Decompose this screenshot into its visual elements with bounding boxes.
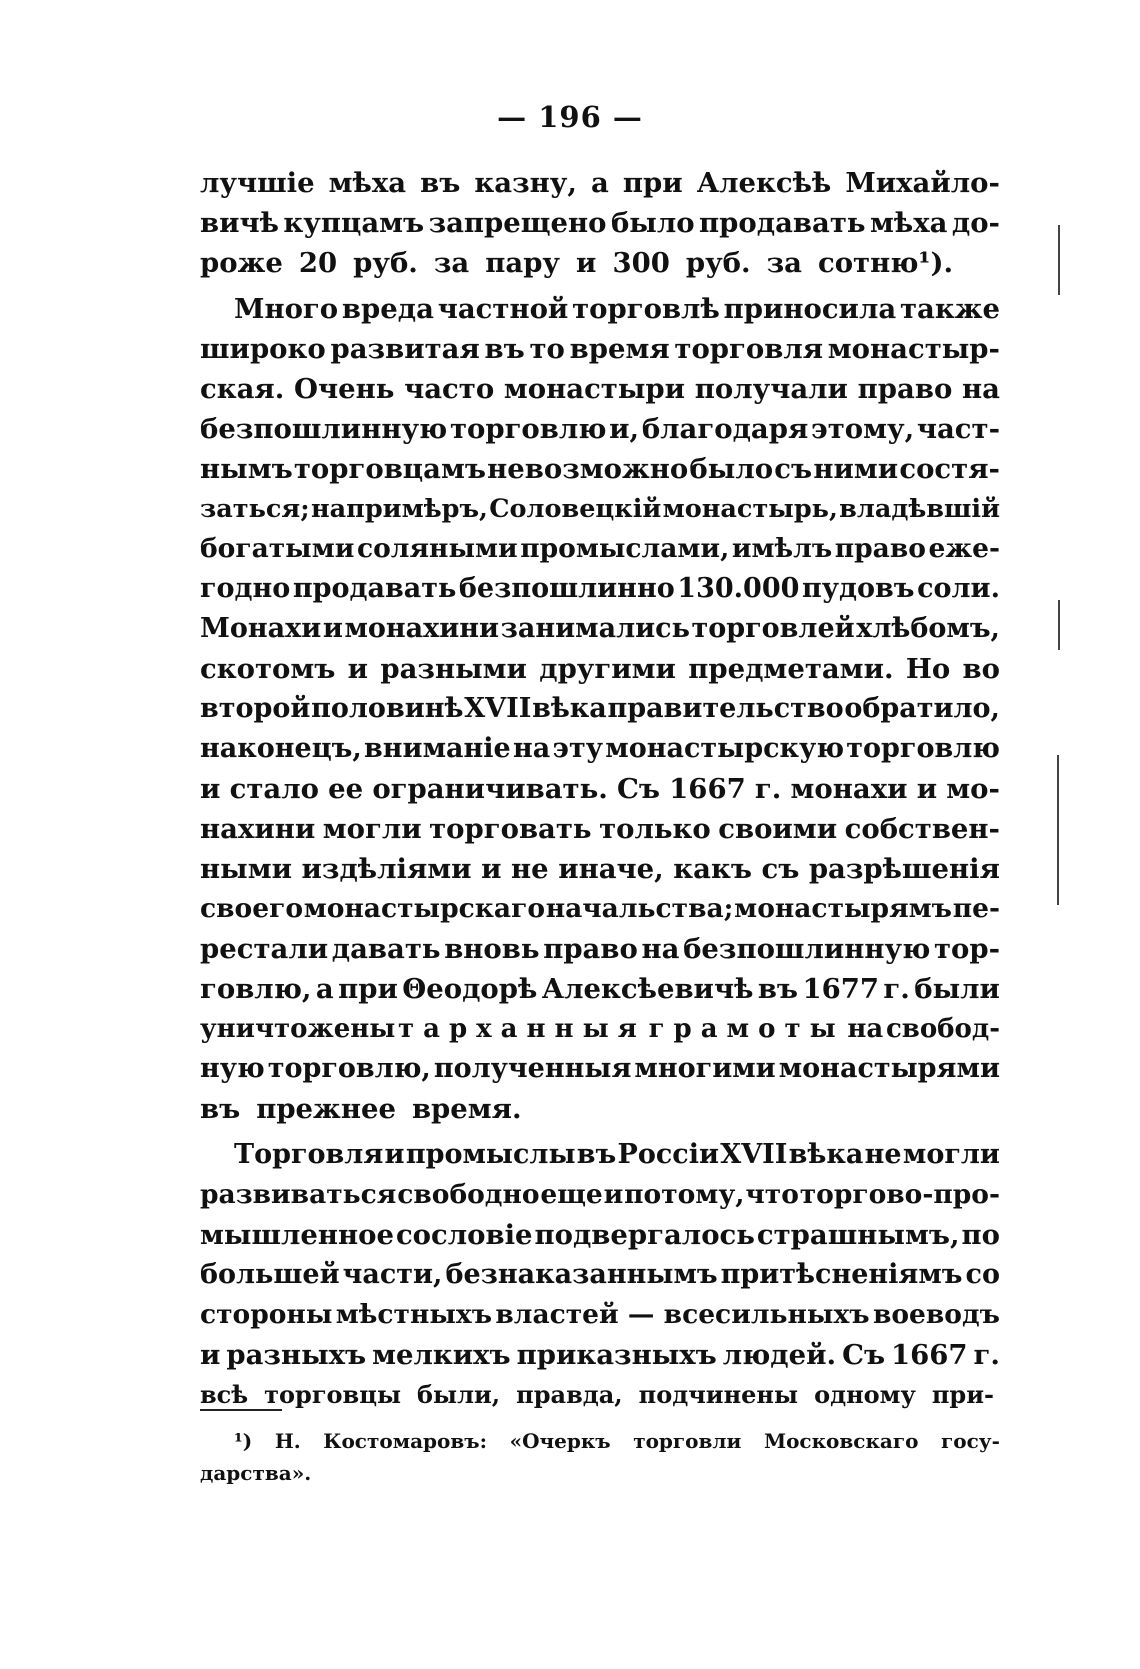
word: торговля: [674, 333, 824, 365]
word: безпошлинную: [683, 933, 931, 965]
word: промыслами,: [520, 533, 730, 564]
word: не: [864, 1139, 902, 1170]
word: было: [689, 453, 774, 485]
word: руб.: [685, 247, 751, 279]
text-line: [200, 689, 1000, 729]
scan-mark: [1058, 225, 1060, 295]
word: состя-: [899, 453, 1000, 485]
word: полученныя: [433, 1053, 632, 1084]
word: и: [603, 1179, 624, 1210]
word: ее: [328, 773, 364, 805]
word: въ: [200, 1093, 241, 1125]
word: г.: [883, 973, 910, 1005]
word: 1667: [891, 1339, 968, 1371]
word: начальства;: [545, 893, 734, 924]
word: безпошлинно: [458, 573, 675, 604]
word: развитая: [330, 333, 480, 365]
word: подчинены: [638, 1380, 799, 1409]
text-line: [200, 569, 1000, 609]
footnote-word: ¹): [234, 1429, 253, 1453]
word: заться;: [200, 494, 310, 524]
word: пару: [485, 247, 561, 279]
word: г.: [754, 773, 782, 805]
word: а: [315, 973, 334, 1005]
word: и: [322, 613, 343, 644]
word: ская.: [200, 373, 285, 405]
word: было: [610, 207, 695, 239]
word: пе-: [952, 893, 1000, 924]
word: роже: [200, 247, 283, 279]
word: сословіе: [395, 1219, 533, 1251]
word: мелкихъ: [372, 1339, 511, 1371]
word: большей: [200, 1259, 340, 1290]
word: со: [965, 1259, 1000, 1290]
word: владѣвшій: [839, 494, 1000, 524]
text-line: [200, 1295, 1000, 1335]
word: казну,: [474, 167, 577, 199]
footnote-word: дарства».: [200, 1461, 312, 1485]
word: свободно: [397, 1179, 540, 1210]
text-line: [200, 409, 1000, 449]
word: приносила: [723, 293, 897, 325]
word: развиваться: [200, 1179, 397, 1210]
word: на: [847, 1014, 884, 1044]
word: Соловецкій: [489, 494, 662, 524]
word: по: [961, 1219, 1000, 1251]
text-line: [200, 203, 1000, 243]
word: вниманіе: [364, 733, 511, 764]
footnote-word: «Очеркъ: [509, 1429, 611, 1453]
word: съ: [761, 853, 800, 885]
text-line: [200, 1009, 1000, 1049]
footnote-line: [200, 1457, 1000, 1489]
word: монастыр-: [827, 333, 1000, 365]
word: при: [338, 973, 398, 1005]
word: монастырскую: [605, 733, 845, 764]
word: торговать: [429, 813, 592, 845]
word: монастырямъ: [734, 893, 953, 924]
word: иначе,: [558, 853, 664, 885]
word: ограничивать.: [372, 773, 608, 805]
text-line: [200, 1215, 1000, 1255]
footnote-divider: [200, 1409, 282, 1411]
word: не: [511, 853, 549, 885]
word: могли: [902, 1139, 1000, 1170]
word: второй: [200, 693, 311, 724]
word: частной: [437, 293, 569, 325]
word: людей.: [722, 1339, 837, 1371]
word: другими: [539, 653, 676, 685]
word: торговлѣ: [572, 293, 720, 325]
text-line: [200, 163, 1000, 203]
word: вѣка: [788, 1139, 864, 1170]
word: Торговля: [234, 1139, 384, 1170]
word: уничтожены: [200, 1014, 396, 1044]
text-line: [200, 243, 1000, 283]
word: богатыми: [200, 533, 355, 564]
word: XVII: [720, 1139, 788, 1170]
text-line: [200, 1135, 1000, 1175]
word: а: [591, 167, 609, 199]
word: страшнымъ,: [756, 1219, 960, 1251]
word: 300: [612, 247, 670, 279]
word: занимались: [500, 613, 690, 644]
word: давать: [331, 933, 441, 965]
word: ными: [200, 853, 292, 885]
word: приказныхъ: [516, 1339, 717, 1371]
word: г.: [973, 1339, 1000, 1371]
word: 20: [298, 247, 338, 279]
text-line: [200, 489, 1000, 529]
word: грамоты: [648, 1014, 845, 1044]
word: скотомъ: [200, 653, 336, 685]
word: нахини: [200, 813, 316, 845]
word: потому,: [624, 1179, 745, 1210]
word: разрѣшенія: [808, 853, 1000, 885]
word: благодаря: [641, 413, 809, 445]
word: и: [384, 1139, 405, 1170]
word: годно: [200, 573, 291, 604]
text-line: [200, 969, 1000, 1009]
word: также: [899, 293, 1000, 325]
text-line: [200, 369, 1000, 409]
word: за: [766, 247, 802, 279]
word: правда,: [516, 1380, 623, 1409]
word: мѣстныхъ: [335, 1299, 493, 1330]
word: монастырскаго: [303, 893, 545, 924]
word: право: [543, 933, 638, 965]
word: мо-: [946, 773, 1000, 805]
word: 1667: [669, 773, 746, 805]
word: торгово-про-: [799, 1179, 1000, 1210]
word: притѣсненіямъ: [720, 1259, 963, 1290]
text-line: [200, 289, 1000, 329]
word: тор-: [933, 933, 1000, 965]
word: нымъ: [200, 453, 293, 485]
footnote-word: Костомаровъ:: [323, 1429, 487, 1453]
word: напримѣръ,: [310, 494, 488, 524]
word: торговлю: [449, 413, 607, 445]
word: и: [481, 853, 502, 885]
word: части,: [342, 1259, 443, 1290]
word: время.: [411, 1093, 522, 1125]
word: еще: [540, 1179, 603, 1210]
footnote-word: госу-: [941, 1429, 1000, 1453]
word: Очень: [294, 373, 395, 405]
word: и: [200, 773, 221, 805]
word: разныхъ: [226, 1339, 367, 1371]
word: половинѣ: [311, 693, 464, 724]
word: стороны: [200, 1299, 333, 1330]
word: продавать: [292, 573, 457, 604]
text-line: [200, 1335, 1000, 1375]
word: продавать: [699, 207, 866, 239]
word: Съ: [617, 773, 660, 805]
footnote-line: [200, 1425, 1000, 1457]
text-line: [200, 449, 1000, 489]
word: издѣліями: [301, 853, 472, 885]
word: 130.000: [677, 573, 800, 604]
text-line: [200, 729, 1000, 769]
word: сотню¹).: [817, 247, 954, 279]
word: торговлей: [691, 613, 855, 644]
word: широко: [200, 333, 326, 365]
text-line: [200, 809, 1000, 849]
word: право: [857, 373, 953, 405]
word: промыслы: [405, 1139, 576, 1170]
word: какъ: [673, 853, 752, 885]
word: съ: [774, 453, 813, 485]
word: невозможно: [487, 453, 689, 485]
word: въ: [420, 167, 461, 199]
text-line: [200, 929, 1000, 969]
word: въ: [576, 1139, 617, 1170]
word: част-: [916, 413, 1000, 445]
text-line: [200, 609, 1000, 649]
footnote-word: торговли: [633, 1429, 742, 1453]
text-line: [200, 889, 1000, 929]
word: Но: [905, 653, 951, 685]
word: торговлю: [846, 733, 1000, 764]
word: наконецъ,: [200, 733, 362, 764]
word: безпошлинную: [200, 413, 448, 445]
word: монастырями: [778, 1053, 1000, 1084]
word: рестали: [200, 933, 329, 965]
word: воеводъ: [872, 1299, 1000, 1330]
word: свобод-: [885, 1014, 1000, 1044]
word: были,: [417, 1380, 501, 1409]
word: и: [200, 1339, 221, 1371]
text-line: [200, 1375, 1000, 1415]
word: Алексѣевичѣ: [541, 973, 754, 1005]
word: вновь: [444, 933, 540, 965]
word: соли.: [917, 573, 1000, 604]
word: во: [962, 653, 1000, 685]
word: собствен-: [844, 813, 1000, 845]
word: при: [622, 167, 683, 199]
word: еже-: [928, 533, 1000, 564]
word: торговцамъ: [293, 453, 486, 485]
word: Много: [234, 293, 339, 325]
word: говлю,: [200, 973, 312, 1005]
word: пудовъ: [801, 573, 915, 604]
word: Алексѣѣ: [696, 167, 832, 199]
word: Θеодорѣ: [402, 973, 538, 1005]
text-line: [200, 769, 1000, 809]
word: Россіи: [617, 1139, 719, 1170]
word: на: [962, 373, 1000, 405]
word: эту: [552, 733, 603, 764]
word: вреда: [341, 293, 434, 325]
word: мѣха: [328, 167, 407, 199]
word: монахини: [344, 613, 500, 644]
word: часто: [404, 373, 495, 405]
text-line: [200, 1255, 1000, 1295]
main-text: [200, 163, 1000, 1415]
word: время: [569, 333, 670, 365]
word: запрещено: [428, 207, 607, 239]
word: были: [914, 973, 1000, 1005]
word: правительство: [607, 693, 844, 724]
word: на: [513, 733, 551, 764]
word: при-: [931, 1380, 994, 1409]
word: своего: [200, 893, 303, 924]
footnote-word: Н.: [274, 1429, 301, 1453]
text-line: [200, 649, 1000, 689]
word: монастырь,: [662, 494, 838, 524]
word: вѣка: [532, 693, 607, 724]
word: и: [347, 653, 369, 685]
word: за: [433, 247, 470, 279]
word: подвергалось: [534, 1219, 755, 1251]
footnote-word: Московскаго: [763, 1429, 919, 1453]
word: тарханныя: [398, 1014, 646, 1044]
text-line: [200, 1089, 1000, 1129]
word: на: [641, 933, 680, 965]
word: вичѣ: [200, 207, 279, 239]
text-line: [200, 849, 1000, 889]
word: Михайло-: [845, 167, 1000, 199]
word: Съ: [842, 1339, 886, 1371]
text-line: [200, 529, 1000, 569]
word: монахи: [790, 773, 908, 805]
word: предметами.: [688, 653, 894, 685]
word: прежнее: [256, 1093, 396, 1125]
word: то: [529, 333, 565, 365]
word: разными: [380, 653, 527, 685]
word: своими: [718, 813, 838, 845]
word: имѣлъ: [731, 533, 833, 564]
word: этому,: [810, 413, 915, 445]
text-line: [200, 1049, 1000, 1089]
word: и: [576, 247, 597, 279]
word: лучшіе: [200, 167, 315, 199]
word: властей — всесильныхъ: [495, 1299, 870, 1330]
word: ную: [200, 1053, 265, 1084]
scan-mark: [1058, 600, 1060, 650]
word: 1677: [802, 973, 879, 1005]
word: мышленное: [200, 1219, 394, 1251]
page-number: — 196 —: [497, 100, 643, 134]
word: стало: [229, 773, 319, 805]
word: XVII: [464, 693, 532, 724]
word: хлѣбомъ,: [856, 613, 1000, 644]
text-line: [200, 329, 1000, 369]
scan-mark: [1057, 755, 1059, 905]
word: многими: [634, 1053, 776, 1084]
word: въ: [757, 973, 799, 1005]
word: обратило,: [844, 693, 1000, 724]
text-line: [200, 1175, 1000, 1215]
word: соляными: [356, 533, 518, 564]
word: и,: [609, 413, 640, 445]
word: торговлю,: [267, 1053, 431, 1084]
word: монастыри: [503, 373, 686, 405]
word: право: [834, 533, 926, 564]
footnotes: [200, 1425, 1000, 1489]
word: до-: [951, 207, 1000, 239]
word: всѣ: [200, 1380, 249, 1409]
word: могли: [322, 813, 422, 845]
word: купцамъ: [283, 207, 425, 239]
word: что: [745, 1179, 799, 1210]
word: и: [916, 773, 938, 805]
word: безнаказаннымъ: [445, 1259, 718, 1290]
word: только: [599, 813, 711, 845]
word: въ: [484, 333, 525, 365]
word: торговцы: [264, 1380, 402, 1409]
word: одному: [814, 1380, 916, 1409]
word: Монахи: [200, 613, 322, 644]
word: руб.: [353, 247, 418, 279]
word: получали: [694, 373, 848, 405]
word: мѣха: [869, 207, 948, 239]
word: ними: [813, 453, 899, 485]
